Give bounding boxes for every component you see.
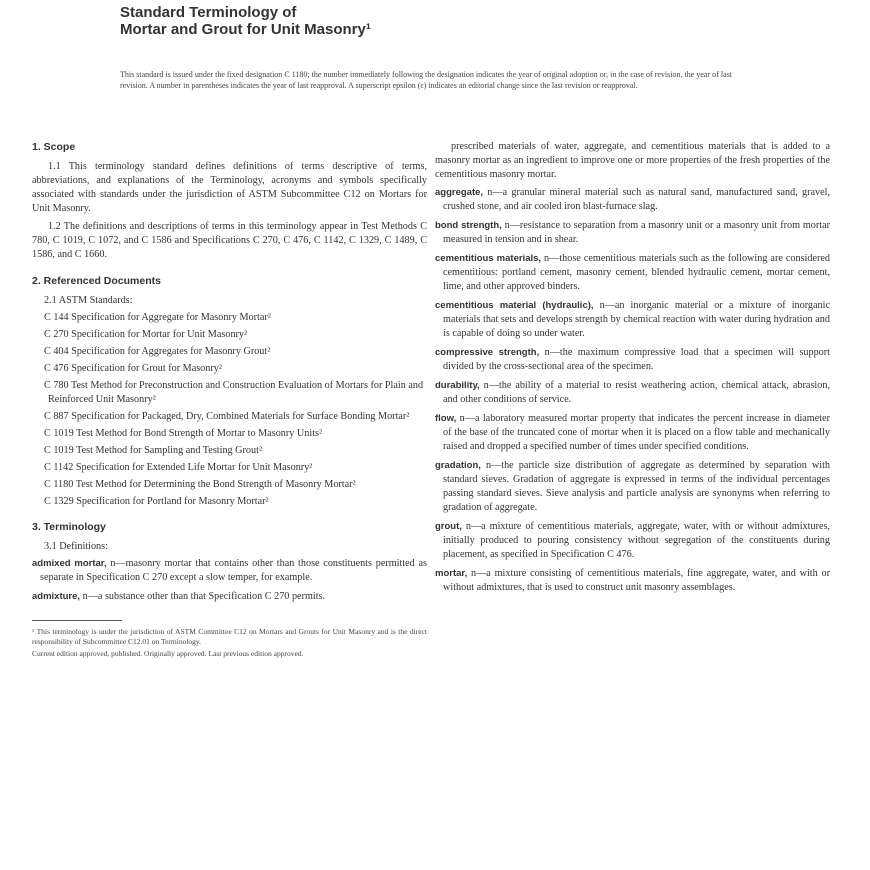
term-text: n—a granular mineral material such as natural sand, manufactured sand, gravel, crushed stone, and air cooled iron blast-furnace slag. xyxy=(443,187,830,212)
term-definition xyxy=(435,186,830,214)
title-line-1: Standard Terminology of xyxy=(120,4,297,21)
term-name: aggregate, xyxy=(435,187,484,198)
reference-item: C 270 Specification for Mortar for Unit Masonry² xyxy=(44,329,248,340)
section-heading: 3. Terminology xyxy=(32,521,106,533)
term-definition xyxy=(435,567,830,595)
term-name: durability, xyxy=(435,380,480,391)
term-name: flow, xyxy=(435,413,457,424)
left-column xyxy=(32,140,427,662)
term-definition xyxy=(435,412,830,454)
term-text: n—a laboratory measured mortar property that indicates the percent increase in diameter of the base of the truncated cone of mortar when it is placed on a flow table and mechanically raised and dropped a specified number of times under specified conditions. xyxy=(443,413,830,452)
reference-item: 2.1 ASTM Standards: xyxy=(44,295,133,306)
term-name: mortar, xyxy=(435,568,468,579)
intro-paragraph: This standard is issued under the fixed designation C 1180; the number immediately following the designation indicates the year of original adoption or, in the case of revision, the year of last revision. A number in parentheses indicates the year of last reapproval. A superscript epsilon (ε) indicates an editorial change since the last revision or reapproval. xyxy=(120,70,732,90)
right-column xyxy=(435,140,830,600)
document-title xyxy=(120,4,371,38)
term-name: bond strength, xyxy=(435,220,502,231)
term-text: n—those cementitious materials such as the following are considered cementitious: portland cement, masonry cement, blended hydraulic cement, mortar cement, lime, and other approved binders. xyxy=(443,253,830,292)
reference-item: C 1329 Specification for Portland for Masonry Mortar² xyxy=(44,496,269,507)
footnote: ¹ This terminology is under the jurisdiction of ASTM Committee C12 on Mortars and Grouts for Unit Masonry and is the direct responsibility of Subcommittee C12.01 on Terminology. xyxy=(32,627,427,646)
reference-item: C 1142 Specification for Extended Life Mortar for Unit Masonry² xyxy=(44,462,313,473)
reference-item: C 476 Specification for Grout for Masonry² xyxy=(44,363,222,374)
footnote: Current edition approved, published. Originally approved. Last previous edition approved. xyxy=(32,649,304,658)
term-text: n—a mixture of cementitious materials, aggregate, water, with or without admixtures, initially produced to pouring consistency without segregation of the constituents during placement, as specified in Specification C 476. xyxy=(443,521,830,560)
term-name: admixture, xyxy=(32,591,81,602)
reference-item: 3.1 Definitions: xyxy=(44,541,108,552)
term-definition xyxy=(435,346,830,374)
term-name: gradation, xyxy=(435,460,481,471)
term-definition xyxy=(435,520,830,562)
term-definition xyxy=(435,219,830,247)
term-text: n—a mixture consisting of cementitious materials, fine aggregate, water, and with or without admixtures, that is used to construct unit masonry assemblages. xyxy=(443,568,830,593)
reference-item: C 1180 Test Method for Determining the Bond Strength of Masonry Mortar² xyxy=(44,479,356,490)
reference-item: C 780 Test Method for Preconstruction and Construction Evaluation of Mortars for Plain and Reinforced Unit Masonry² xyxy=(44,380,424,405)
footnote-rule xyxy=(32,620,122,621)
term-name: cementitious materials, xyxy=(435,253,542,264)
reference-item: C 887 Specification for Packaged, Dry, Combined Materials for Surface Bonding Mortar² xyxy=(44,411,410,422)
term-name: grout, xyxy=(435,521,462,532)
term-name: compressive strength, xyxy=(435,347,540,358)
title-line-2: Mortar and Grout for Unit Masonry¹ xyxy=(120,21,371,38)
term-text: n—masonry mortar that contains other than those constituents permitted as separate in Specification C 270 except a slow temper, for example. xyxy=(40,558,427,583)
body-paragraph: 1.1 This terminology standard defines definitions of terms descriptive of terms, abbreviations, and explanations of the Terminology, acronyms and symbols specifically associated with standards under the jurisdiction of ASTM Subcommittee C12 on Mortars for Unit Masonry. xyxy=(32,161,427,214)
section-spacer xyxy=(32,266,427,274)
body-paragraph: 1.2 The definitions and descriptions of terms in this terminology appear in Test Methods C 780, C 1019, C 1072, and C 1586 and Specifications C 270, C 476, C 1142, C 1329, C 1489, C 1586, and C 1660. xyxy=(32,221,427,260)
term-text: n—the maximum compressive load that a specimen will support divided by the cross-sectional area of the specimen. xyxy=(443,347,831,372)
section-heading: 1. Scope xyxy=(32,141,76,153)
term-text: n—the ability of a material to resist weathering action, chemical attack, abrasion, and other conditions of service. xyxy=(443,380,830,405)
term-definition xyxy=(32,557,427,585)
reference-item: C 144 Specification for Aggregate for Masonry Mortar² xyxy=(44,312,271,323)
term-text: n—a substance other than that Specification C 270 permits. xyxy=(80,591,326,602)
term-text: n—resistance to separation from a masonry unit or a masonry unit from mortar measured in tension and in shear. xyxy=(443,220,830,245)
section-heading: 2. Referenced Documents xyxy=(32,275,161,287)
body-paragraph: prescribed materials of water, aggregate, and cementitious materials that is added to a masonry mortar as an ingredient to improve one or more properties of the fresh properties of the cementitious masonry mortar. xyxy=(435,141,830,180)
term-text: n—an inorganic material or a mixture of inorganic materials that sets and develops strength by chemical reaction with water during hydration and is capable of doing so under water. xyxy=(443,300,830,339)
term-name: admixed mortar, xyxy=(32,558,107,569)
term-definition xyxy=(435,459,830,515)
section-spacer xyxy=(32,512,427,520)
term-text: n—the particle size distribution of aggregate as determined by separation with standard sieves. Gradation of aggregate is expressed in terms of the individual percentages passing standard sieves. Sieve analysis and particle analysis are synonyms when referring to gradation of aggregate. xyxy=(443,460,830,513)
reference-item: C 1019 Test Method for Bond Strength of Mortar to Masonry Units² xyxy=(44,428,323,439)
reference-item: C 404 Specification for Aggregates for Masonry Grout² xyxy=(44,346,271,357)
reference-item: C 1019 Test Method for Sampling and Testing Grout² xyxy=(44,445,263,456)
term-definition xyxy=(435,299,830,341)
term-definition xyxy=(435,379,830,407)
term-definition xyxy=(32,590,427,604)
term-definition xyxy=(435,252,830,294)
term-name: cementitious material (hydraulic), xyxy=(435,300,594,311)
